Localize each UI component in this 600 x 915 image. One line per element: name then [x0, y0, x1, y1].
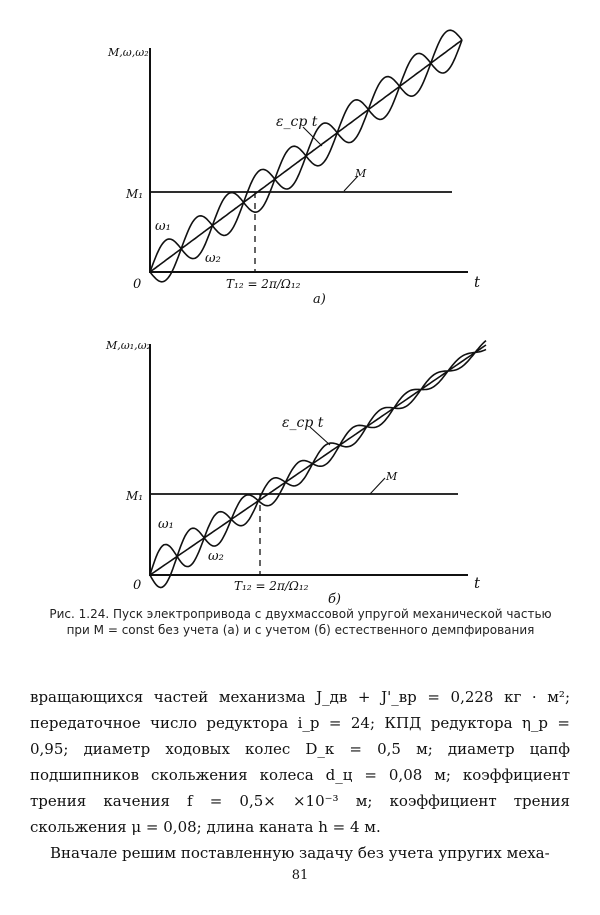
figure-caption [28, 606, 573, 638]
paragraph-1: вращающихся частей механизма J_дв + J'_вр = 0,228 кг · м²; передаточное число редуктора i_р = 24; КПД редуктора η_р = 0,95; диаметр ходовых колес D_к = 0,5 м; диаметр цапф подшипников скольжения колеса d_ц = 0,08 м; коэффициент трения качения f = 0,5× ×10⁻³ м; коэффициент трения скольжения μ = 0,08; длина каната h = 4 м. [30, 688, 570, 836]
panel-a-eps-label: ε_cp t [276, 114, 318, 130]
panel-b-eps-line [150, 345, 486, 575]
panel-a-m-label: M [355, 167, 367, 180]
panel-b-m-leader [370, 478, 385, 494]
panel-a-omega1-label: ω₁ [155, 219, 171, 234]
panel-a-m1-label: M₁ [126, 187, 144, 201]
panel-b-m-label: M [386, 470, 398, 483]
paragraph-2: Вначале решим поставленную задачу без учета упругих меха- [50, 844, 550, 862]
body-text [30, 684, 570, 866]
panel-a-omega2-label: ω₂ [205, 251, 221, 266]
panel-a-origin: 0 [133, 277, 142, 292]
panel-b [105, 339, 486, 605]
panel-a-omega2-curve [150, 30, 462, 282]
page-number: 81 [291, 868, 309, 883]
panel-a-y-label: M,ω,ω₂ [108, 46, 149, 59]
panel-a-t-label: t [474, 273, 481, 291]
panel-b-origin: 0 [133, 578, 142, 593]
panel-b-omega2-curve [150, 349, 486, 587]
panel-a-period-label: T₁₂ = 2π/Ω₁₂ [226, 277, 301, 291]
panel-b-omega2-label: ω₂ [208, 549, 224, 564]
panel-b-omega1-label: ω₁ [158, 517, 174, 532]
panel-b-m1-label: M₁ [126, 489, 144, 503]
caption-line-2: при M = const без учета (а) и с учетом (б) естественного демпфирования [66, 623, 535, 637]
caption-line-1: Рис. 1.24. Пуск электропривода с двухмассовой упругой механической частью [49, 607, 552, 621]
panel-b-y-label: M,ω₁,ω₂ [106, 339, 152, 352]
panel-b-t-label: t [474, 574, 481, 592]
panel-b-axes [150, 344, 468, 575]
panel-a [107, 30, 481, 307]
panel-b-eps-label: ε_cp t [282, 415, 324, 431]
panel-a-panel-label: a) [313, 292, 326, 307]
panel-b-period-label: T₁₂ = 2π/Ω₁₂ [234, 579, 309, 593]
panel-b-panel-label: б) [328, 592, 342, 605]
